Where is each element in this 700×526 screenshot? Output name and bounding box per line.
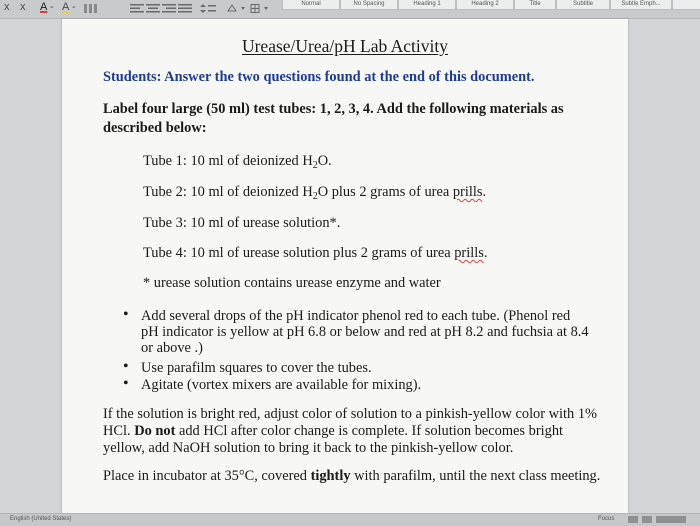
ribbon-toolbar (0, 0, 700, 19)
language-indicator[interactable]: English (United States) (10, 516, 72, 522)
bullet-item (141, 360, 589, 377)
line-spacing-icon[interactable] (200, 4, 216, 13)
style-title[interactable]: Title (514, 0, 556, 10)
label-instruction-text: Label four large (50 ml) test tubes: 1, 2, 3, 4. Add the following materials as described below: (103, 101, 564, 136)
font-color-icon[interactable]: A (40, 1, 48, 13)
text-effects-icon[interactable] (84, 4, 100, 13)
tube-1-text: Tube 1: 10 ml of deionized H (143, 153, 313, 169)
spelling-error-prills[interactable]: prills (454, 245, 484, 261)
style-heading-2[interactable]: Heading 2 (456, 0, 514, 10)
tube-4-text: Tube 4: 10 ml of urease solution plus 2 grams of urea (143, 245, 455, 261)
tube-2-subscript: 2 (312, 191, 318, 202)
bullet-icon: • (123, 358, 129, 375)
bullet-icon: • (123, 375, 129, 392)
zoom-slider[interactable] (656, 516, 686, 523)
style-no-spacing[interactable]: No Spacing (340, 0, 398, 10)
borders-icon[interactable] (250, 4, 270, 13)
incubate-paragraph (103, 468, 601, 485)
align-left-icon[interactable] (130, 4, 144, 13)
style-gallery-more[interactable] (672, 0, 700, 10)
tube-2-text-mid: O plus 2 grams of urea (317, 184, 453, 200)
web-layout-icon[interactable] (642, 516, 652, 523)
tube-1-line (143, 153, 603, 171)
intro-text: Students: Answer the two questions found at the end of this document. (103, 69, 535, 85)
footnote-marker: * (143, 275, 151, 291)
footnote (143, 275, 603, 292)
footnote-text: urease solution contains urease enzyme and water (150, 275, 441, 291)
tube-3-text: Tube 3: 10 ml of urease solution*. (143, 215, 341, 231)
justify-icon[interactable] (178, 4, 192, 13)
document-title-text: Urease/Urea/pH Lab Activity (241, 36, 449, 56)
adjust-bold-text: Do not (134, 423, 176, 439)
font-color-dropdown-icon[interactable]: - (50, 1, 54, 13)
adjust-paragraph (103, 406, 601, 457)
bullet-item (141, 308, 589, 356)
incubate-text: Place in incubator at 35°C, covered (103, 468, 311, 484)
incubate-bold-text: tightly (310, 468, 351, 484)
document-title (62, 36, 628, 56)
style-heading-1[interactable]: Heading 1 (398, 0, 456, 10)
label-instruction (103, 100, 603, 138)
align-right-icon[interactable] (162, 4, 176, 13)
tube-2-text-end: . (482, 184, 487, 200)
shading-icon[interactable] (226, 4, 246, 13)
subscript-icon[interactable]: x (20, 1, 26, 13)
style-subtitle[interactable]: Subtitle (556, 0, 610, 10)
status-bar (0, 513, 700, 526)
tube-2-text: Tube 2: 10 ml of deionized H (143, 184, 313, 200)
tube-2-line (143, 184, 603, 202)
tube-1-text-end: O. (317, 153, 332, 169)
tube-4-text-end: . (483, 245, 488, 261)
intro-paragraph (103, 69, 603, 86)
bullet-item-text: Use parafilm squares to cover the tubes. (141, 360, 372, 376)
highlight-dropdown-icon[interactable]: - (72, 1, 76, 13)
tube-1-subscript: 2 (312, 160, 318, 171)
bullet-icon: • (123, 306, 129, 323)
clear-format-icon[interactable]: x (4, 1, 10, 13)
style-subtle-emphasis[interactable]: Subtle Emph... (610, 0, 672, 10)
focus-button[interactable]: Focus (598, 516, 615, 522)
bullet-item (141, 377, 589, 394)
tube-3-line (143, 215, 603, 232)
bullet-item-text: Agitate (vortex mixers are available for mixing). (141, 377, 422, 393)
tube-4-line (143, 245, 603, 262)
incubate-text-end: with parafilm, until the next class meeting. (350, 468, 601, 484)
adjust-text-end: add HCl after color change is complete. If solution becomes bright yellow, add NaOH solution to bring it back to the pinkish-yellow color. (103, 423, 564, 456)
document-page[interactable] (62, 19, 628, 515)
bullet-item-text: Add several drops of the pH indicator phenol red to each tube. (Phenol red pH indicator is yellow at pH 6.8 or below and red at pH 8.2 and fuchsia at 8.4 or above .) (141, 308, 589, 356)
adjust-text: If the solution is bright red, adjust color of solution to a pinkish-yellow color with 1% HCl. (103, 406, 598, 439)
style-normal[interactable]: Normal (282, 0, 340, 10)
spelling-error-prills[interactable]: prills (452, 184, 483, 200)
highlight-icon[interactable]: A (62, 1, 70, 13)
print-layout-icon[interactable] (628, 516, 638, 523)
align-center-icon[interactable] (146, 4, 160, 13)
